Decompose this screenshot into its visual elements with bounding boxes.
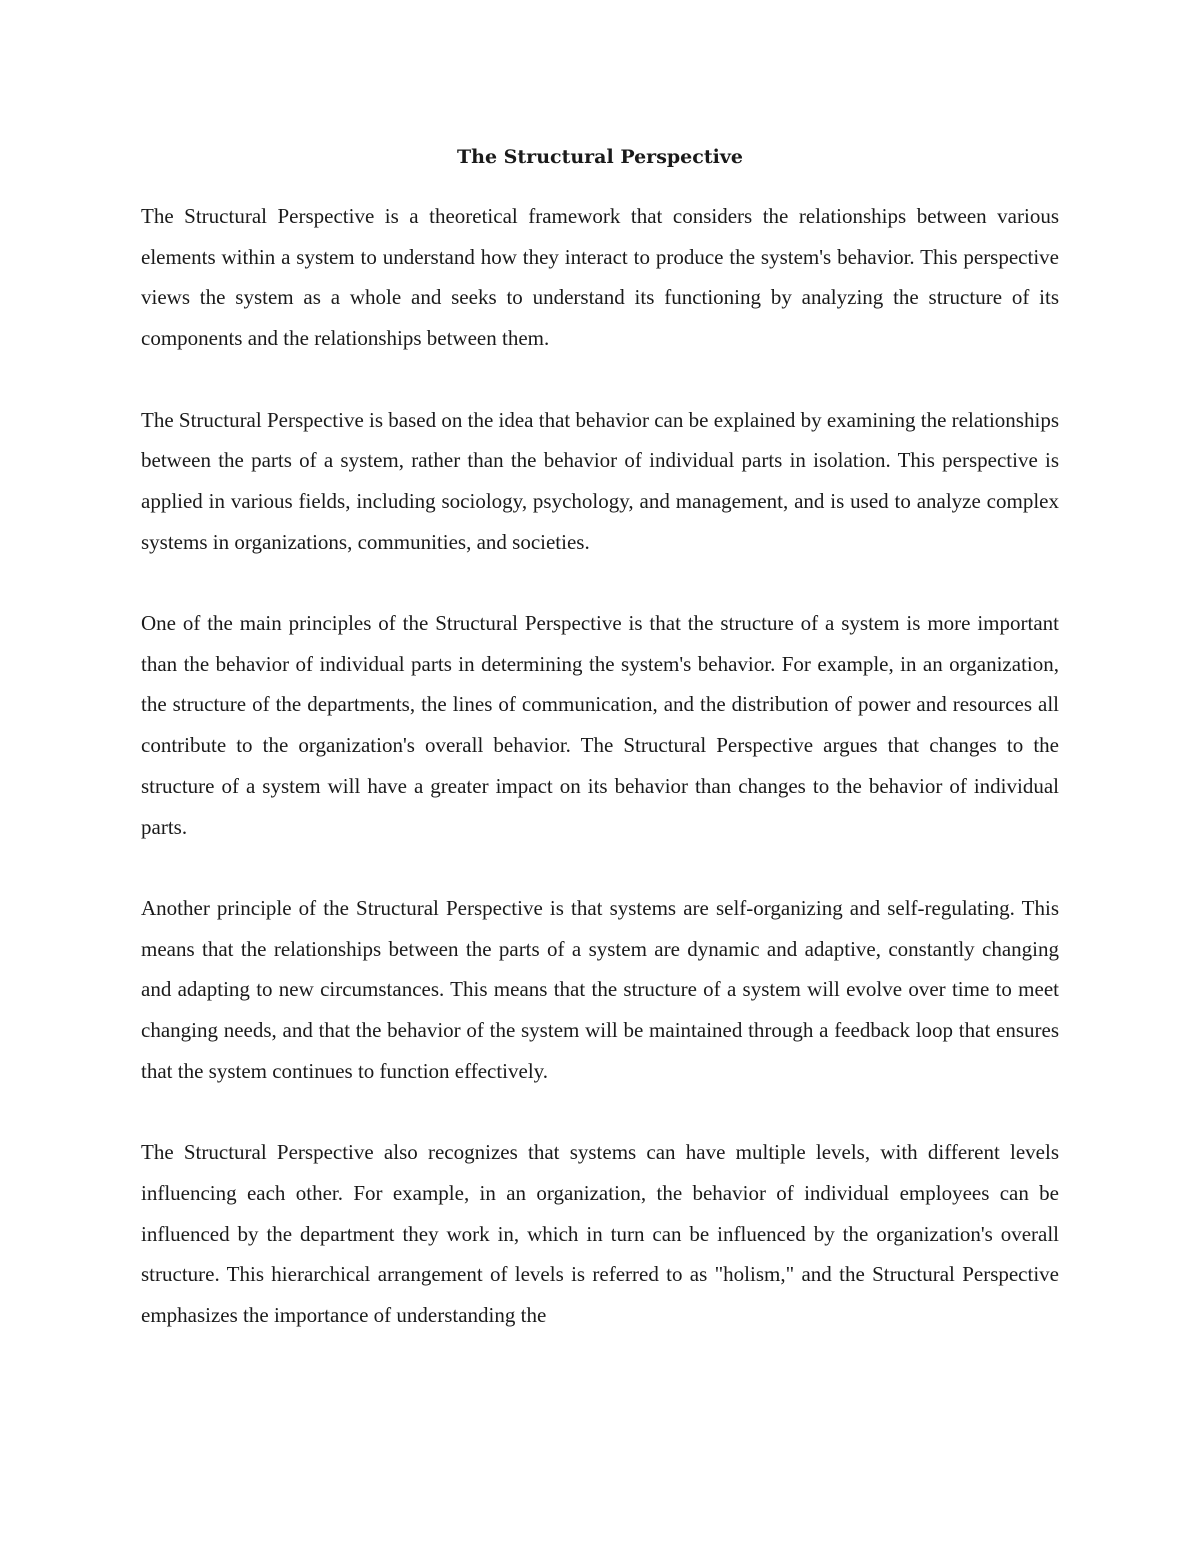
paragraph-1: The Structural Perspective is a theoretical framework that considers the relationships between various elements within a system to understand how they interact to produce the system's behavior. This perspective views the system as a whole and seeks to understand its functioning by analyzing the structure of its components and the relationships between them. — [141, 204, 1059, 351]
paragraph-3: One of the main principles of the Structural Perspective is that the structure of a system is more important than the behavior of individual parts in determining the system's behavior. For example, in an organization, the structure of the departments, the lines of communication, and the distribution of power and resources all contribute to the organization's overall behavior. The Structural Perspective argues that changes to the structure of a system will have a greater impact on its behavior than changes to the behavior of individual parts. — [141, 611, 1059, 839]
paragraph-5: The Structural Perspective also recognizes that systems can have multiple levels, with different levels influencing each other. For example, in an organization, the behavior of individual employees can be influenced by the department they work in, which in turn can be influenced by the organization's overall structure. This hierarchical arrangement of levels is referred to as "holism," and the Structural Perspective emphasizes the importance of understanding the — [141, 1140, 1059, 1327]
paragraph-4: Another principle of the Structural Perspective is that systems are self-organizing and self-regulating. This means that the relationships between the parts of a system are dynamic and adaptive, constantly changing and adapting to new circumstances. This means that the structure of a system will evolve over time to meet changing needs, and that the behavior of the system will be maintained through a feedback loop that ensures that the system continues to function effectively. — [141, 895, 1059, 1083]
paragraph-2: The Structural Perspective is based on the idea that behavior can be explained by examining the relationships between the parts of a system, rather than the behavior of individual parts in isolation. This perspective is applied in various fields, including sociology, psychology, and management, and is used to analyze complex systems in organizations, communities, and societies. — [141, 407, 1059, 554]
document-body — [141, 196, 1059, 1376]
document-title: The Structural Perspective — [457, 146, 743, 168]
